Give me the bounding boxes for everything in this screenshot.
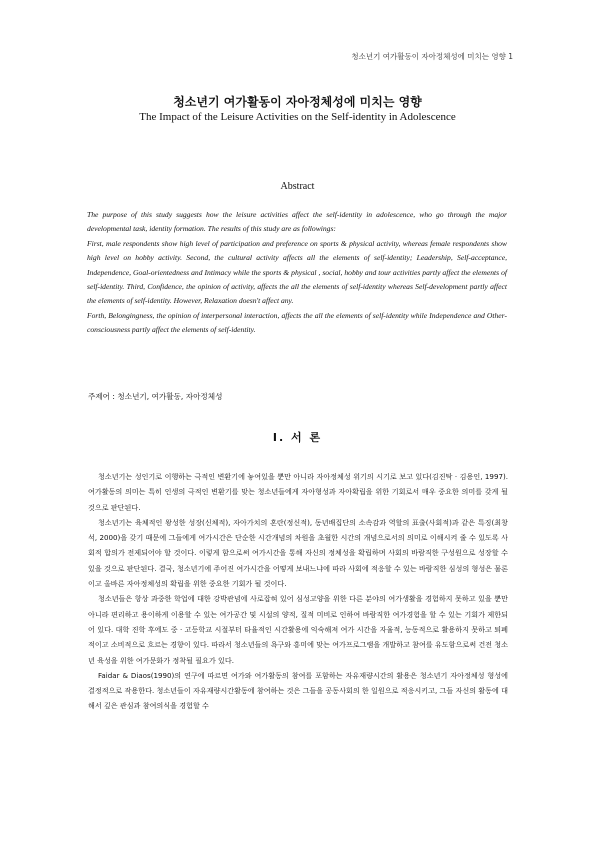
- keywords: 주제어 : 청소년기, 여가활동, 자아정체성: [88, 392, 223, 401]
- abstract-paragraph: Forth, Belongingness, the opinion of interpersonal interaction, affects the all the elements of self-identity while Independence and Other-consciousness partly affect the elements of self-identity.: [87, 310, 507, 335]
- body-paragraph: Faidar & Diaos(1990)의 연구에 따르면 여가와 여가활동의 참여를 포함하는 자유재량시간의 활용은 청소년기 자아정체성 형성에 결정적으로 작용한다. 청소년들이 자유재량시간활동에 참여하는 것은 그들을 공동사회의 한 일원으로 적응시키고, 그들 자신의 활동에 대해서 깊은 관심과 참여의식을 경험할 수: [88, 670, 508, 711]
- section-heading: Ⅰ. 서 론: [272, 431, 323, 444]
- abstract-paragraph: The purpose of this study suggests how the leisure activities affect the self-identity in adolescence, who go through the major developmental task, identity formation. The results of this study are as followings:: [87, 210, 507, 234]
- running-header: 청소년기 여가활동이 자아정체성에 미치는 영향 1: [351, 52, 513, 61]
- body-paragraph: 청소년기는 성인기로 이행하는 극적인 변환기에 놓여있을 뿐만 아니라 자아정체성 위기의 시기로 보고 있다(김진탁 · 김용인, 1997). 여가활동의 의미는 특히 인생의 극적인 변환기를 맞는 청소년들에게 자아형성과 자아확립을 위한 기회로서 매우 중요한 의미를 갖게 될 것으로 판단된다.: [88, 472, 508, 512]
- title-english: The Impact of the Leisure Activities on the Self-identity in Adolescence: [139, 111, 456, 123]
- abstract-body: [87, 208, 507, 338]
- abstract-paragraph: First, male respondents show high level of participation and preference on sports & physical activity, whereas female respondents show high level on hobby activity. Second, the cultural activity affects all the elements of self-identity; Leadership, Self-acceptance, Independence, Goal-orientedness and Intimacy while the sports & physical , social, hobby and tour activities partly affect the elements of self-identity. Third, Confidence, the opinion of activity, affects the all the elements of self-identity whereas Self-development partly affect the elements of self-identity. However, Relaxation doesn't affect any.: [87, 238, 507, 306]
- body-text: [88, 469, 508, 714]
- abstract-heading: Abstract: [280, 181, 315, 192]
- body-paragraph: 청소년기는 육체적인 왕성한 성장(신체적), 자아가치의 혼란(정신적), 동년배집단의 소속감과 역할의 표출(사회적)과 같은 특징(최창석, 2000)을 갖기 때문에 그들에게 여가시간은 단순한 시간개념의 차원을 초월한 시간의 개념으로서의 의미로 이해시켜 줄 수 있도록 사회적 합의가 전제되어야 할 것이다. 이렇게 함으로써 여가시간을 통해 자신의 정체성을 확립하며 사회의 바람직한 구성원으로 성장할 수 있을 것으로 판단된다. 결국, 청소년기에 주어진 여가시간을 어떻게 보내느냐에 따라 사회에 적응할 수 있는 바람직한 심성의 형성은 물론이고 올바른 자아정체성의 확립을 위한 중요한 기회가 될 것이다.: [88, 517, 508, 589]
- title-korean: 청소년기 여가활동이 자아정체성에 미치는 영향: [173, 95, 422, 109]
- body-paragraph: 청소년들은 항상 과중한 학업에 대한 강박관념에 사로잡혀 있어 심성고양을 위한 다른 분야의 여가생활을 경험하지 못하고 있을 뿐만 아니라 편리하고 용이하게 이용할 수 있는 여가공간 및 시설의 양적, 질적 미비로 인하여 바람직한 여가경험을 할 수 있는 기회가 제한되어 있다. 대학 진학 후에도 중 · 고등학교 시절부터 타율적인 시간활용에 익숙해져 여가 시간을 자율적, 능동적으로 활용하지 못하고 퇴폐적이고 소비적으로 흐르는 경향이 있다. 따라서 청소년들의 욕구와 흥미에 맞는 여가프로그램을 개발하고 참여를 유도함으로써 건전 청소년 육성을 위한 여가문화가 정착될 필요가 있다.: [88, 594, 508, 665]
